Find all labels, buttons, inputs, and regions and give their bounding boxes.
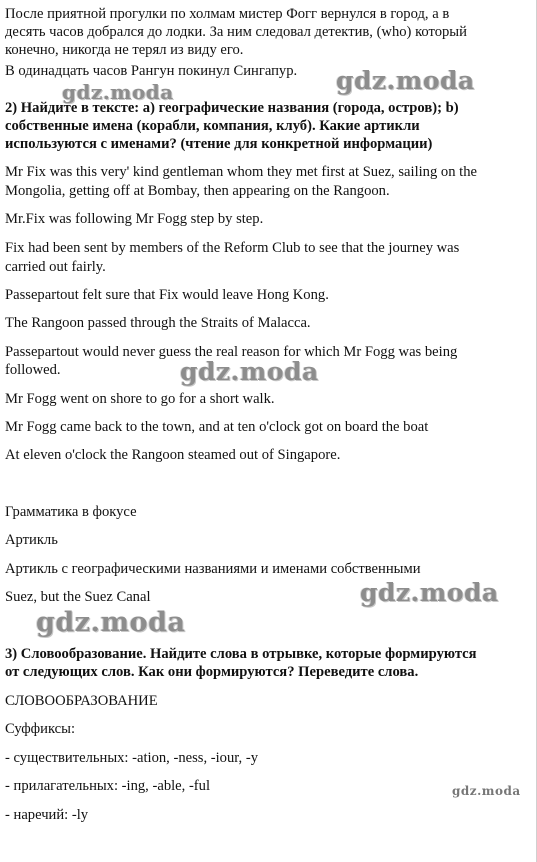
text-line: Fix had been sent by members of the Reform Club to see that the journey was xyxy=(5,240,460,256)
task-heading: 3) Словообразование. Найдите слова в отрывке, которые формируются xyxy=(5,646,477,662)
watermark: gdz.moda xyxy=(452,784,521,798)
watermark: gdz.moda xyxy=(36,607,186,638)
text-line: The Rangoon passed through the Straits of Malacca. xyxy=(5,315,311,331)
text-line: СЛОВООБРАЗОВАНИЕ xyxy=(5,693,158,709)
task-heading: собственные имена (корабли, компания, клуб). Какие артикли xyxy=(5,118,420,134)
watermark: gdz.moda xyxy=(180,357,319,386)
watermark: gdz.moda xyxy=(336,66,475,95)
section-title: Грамматика в фокусе xyxy=(5,504,137,520)
watermark: gdz.moda xyxy=(62,80,174,104)
text-line: At eleven o'clock the Rangoon steamed out of Singapore. xyxy=(5,447,341,463)
text-line: carried out fairly. xyxy=(5,259,106,275)
text-line: Mr.Fix was following Mr Fogg step by step. xyxy=(5,211,264,227)
task-heading: от следующих слов. Как они формируются? Переведите слова. xyxy=(5,664,419,680)
text-line: Артикль xyxy=(5,532,58,548)
text-line: Mr Fogg went on shore to go for a short walk. xyxy=(5,391,275,407)
text-line: Суффиксы: xyxy=(5,721,76,737)
watermark: gdz.moda xyxy=(360,578,499,607)
text-line: followed. xyxy=(5,362,61,378)
text-line: Passepartout felt sure that Fix would leave Hong Kong. xyxy=(5,287,329,303)
text-line: Mr Fix was this very' kind gentleman whom they met first at Suez, sailing on the xyxy=(5,164,477,180)
text-line: - существительных: -ation, -ness, -iour, -y xyxy=(5,750,258,766)
text-line: После приятной прогулки по холмам мистер Фогг вернулся в город, а в xyxy=(5,6,450,22)
task-heading: 2) Найдите в тексте: а) географические названия (города, остров); b) xyxy=(5,100,459,116)
text-line: десять часов добрался до лодки. За ним следовал детектив, (who) который xyxy=(5,24,467,40)
text-line: Артикль с географическими названиями и именами собственными xyxy=(5,561,421,577)
text-line: конечно, никогда не терял из виду его. xyxy=(5,42,244,58)
text-line: Mongolia, getting off at Bombay, then appearing on the Rangoon. xyxy=(5,183,390,199)
text-line: Passepartout would never guess the real reason for which Mr Fogg was being xyxy=(5,344,458,360)
text-line: - прилагательных: -ing, -able, -ful xyxy=(5,778,211,794)
text-line: Suez, but the Suez Canal xyxy=(5,589,151,605)
text-line: Mr Fogg came back to the town, and at ten o'clock got on board the boat xyxy=(5,419,429,435)
text-line: В одинадцать часов Рангун покинул Сингапур. xyxy=(5,63,298,79)
text-line: - наречий: -ly xyxy=(5,807,89,823)
task-heading: используются с именами? (чтение для конкретной информации) xyxy=(5,136,433,152)
